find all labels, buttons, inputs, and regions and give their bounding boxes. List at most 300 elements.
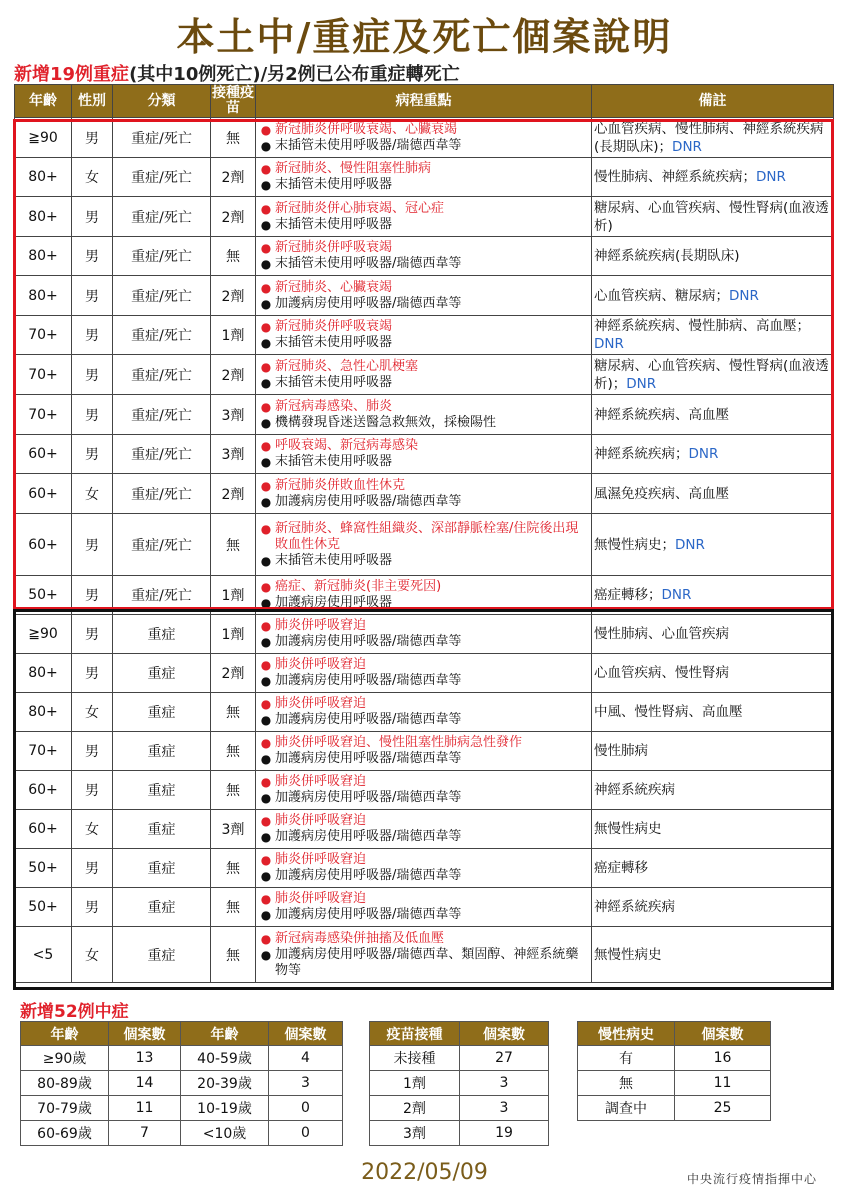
table-row <box>15 435 834 474</box>
course-treatment <box>257 138 590 154</box>
table-cell: 16 <box>675 1046 771 1071</box>
cell-age: 70+ <box>15 395 72 435</box>
table-cell: 7 <box>109 1121 181 1146</box>
cell-course <box>256 732 592 771</box>
cell-vaccine: 2劑 <box>211 474 256 514</box>
cell-sex: 男 <box>72 395 113 435</box>
notes-text: 中風、慢性腎病、高血壓 <box>594 704 743 720</box>
table-cell: 3 <box>460 1096 549 1121</box>
cell-category: 重症 <box>113 849 211 888</box>
dnr-label: DNR <box>661 587 692 603</box>
table-row <box>15 888 834 927</box>
bullet-icon: ● <box>260 359 272 374</box>
course-key-text: 新冠肺炎併呼吸衰竭 <box>275 240 393 255</box>
table-row <box>15 514 834 576</box>
cell-vaccine: 無 <box>211 237 256 276</box>
cell-age: 80+ <box>15 693 72 732</box>
course-key-text: 新冠肺炎、慢性阻塞性肺病 <box>275 161 432 176</box>
notes-text: 神經系統疾病、高血壓 <box>594 406 729 423</box>
table-row <box>15 395 834 435</box>
course-key-point <box>257 521 590 553</box>
header-chronic-history: 慢性病史 <box>578 1022 675 1046</box>
bullet-icon: ● <box>260 635 272 649</box>
cell-vaccine: 無 <box>211 693 256 732</box>
notes-text: 無慢性病史 <box>594 946 662 963</box>
cell-course <box>256 118 592 158</box>
table-cell: 80-89歲 <box>21 1071 109 1096</box>
table-row <box>15 355 834 395</box>
course-key-point <box>257 478 590 494</box>
course-key-text: 肺炎併呼吸窘迫 <box>275 813 367 828</box>
cell-course <box>256 197 592 237</box>
notes-text: 神經系統疾病(長期臥床) <box>594 248 740 264</box>
table-cell: 2劑 <box>370 1096 460 1121</box>
bullet-icon: ● <box>260 162 272 176</box>
table-cell: 20-39歲 <box>181 1071 269 1096</box>
cell-course <box>256 810 592 849</box>
course-key-point <box>257 161 590 177</box>
course-key-text: 肺炎併呼吸窘迫 <box>275 618 367 633</box>
course-treatment-text: 加護病房使用呼吸器/瑞德西韋等 <box>275 634 462 649</box>
cell-notes <box>592 158 834 197</box>
cell-sex: 男 <box>72 654 113 693</box>
bullet-icon: ● <box>260 138 272 153</box>
table-row <box>578 1071 771 1096</box>
cell-category: 重症/死亡 <box>113 158 211 197</box>
subtitle-rest: (其中10例死亡)/另2例已公布重症轉死亡 <box>129 64 460 85</box>
notes-text: 風濕免疫疾病、高血壓 <box>594 485 729 502</box>
cell-category: 重症 <box>113 771 211 810</box>
header-notes: 備註 <box>592 85 834 118</box>
bullet-icon: ● <box>260 521 272 536</box>
bullet-icon: ● <box>260 494 272 509</box>
cell-course <box>256 693 592 732</box>
table-row <box>21 1121 343 1146</box>
course-treatment <box>257 454 590 470</box>
header-category: 分類 <box>113 85 211 118</box>
cell-category: 重症/死亡 <box>113 395 211 435</box>
course-key-text: 肺炎併呼吸窘迫 <box>275 852 367 867</box>
bullet-icon: ● <box>260 257 272 271</box>
table-cell: 14 <box>109 1071 181 1096</box>
cell-sex: 女 <box>72 810 113 849</box>
table-row <box>21 1046 343 1071</box>
course-treatment <box>257 947 590 979</box>
table-cell: 調查中 <box>578 1096 675 1121</box>
cell-sex: 女 <box>72 693 113 732</box>
bullet-icon: ● <box>260 336 272 350</box>
table-cell: 25 <box>675 1096 771 1121</box>
cell-course <box>256 276 592 316</box>
notes-text: 心血管疾病、慢性腎病 <box>594 665 729 681</box>
cell-age: ≧90 <box>15 615 72 654</box>
course-key-point <box>257 891 590 907</box>
course-key-point <box>257 438 590 454</box>
cell-age: 60+ <box>15 771 72 810</box>
moderate-section-title: 新增52例中症 <box>20 1002 129 1022</box>
notes-text: 心血管疾病、糖尿病； <box>594 287 729 304</box>
bullet-icon: ● <box>260 658 272 672</box>
cell-category: 重症 <box>113 888 211 927</box>
cell-notes <box>592 927 834 983</box>
bullet-icon: ● <box>260 713 272 727</box>
table-cell: 3 <box>269 1071 343 1096</box>
table-cell: 3 <box>460 1071 549 1096</box>
cell-sex: 女 <box>72 474 113 514</box>
bullet-icon: ● <box>260 931 272 946</box>
moderate-vaccine-table <box>369 1021 549 1146</box>
course-treatment-text: 末插管未使用呼吸器/瑞德西韋等 <box>275 137 462 153</box>
course-treatment-text: 加護病房使用呼吸器/瑞德西韋等 <box>275 868 462 883</box>
cell-age: 80+ <box>15 197 72 237</box>
course-treatment-text: 加護病房使用呼吸器/瑞德西韋等 <box>275 673 462 688</box>
table-row <box>15 771 834 810</box>
cell-age: 80+ <box>15 158 72 197</box>
cell-category: 重症/死亡 <box>113 514 211 576</box>
cell-notes <box>592 474 834 514</box>
notes-text: 無慢性病史 <box>594 821 662 837</box>
course-key-text: 肺炎併呼吸窘迫、慢性阻塞性肺病急性發作 <box>275 735 523 750</box>
table-cell: 10-19歲 <box>181 1096 269 1121</box>
cell-sex: 男 <box>72 732 113 771</box>
cell-vaccine: 2劑 <box>211 158 256 197</box>
bullet-icon: ● <box>260 439 272 453</box>
bullet-icon: ● <box>260 296 272 311</box>
course-key-point <box>257 735 590 751</box>
table-header-row <box>21 1022 343 1046</box>
cell-course <box>256 474 592 514</box>
cell-course <box>256 514 592 576</box>
header-sex: 性別 <box>72 85 113 118</box>
bullet-icon: ● <box>260 415 272 430</box>
cell-category: 重症/死亡 <box>113 118 211 158</box>
cell-vaccine: 3劑 <box>211 395 256 435</box>
course-key-point <box>257 774 590 790</box>
course-key-text: 肺炎併呼吸窘迫 <box>275 696 367 711</box>
bullet-icon: ● <box>260 217 272 232</box>
notes-text: 癌症轉移 <box>594 860 648 876</box>
cell-vaccine: 無 <box>211 514 256 576</box>
table-row <box>15 576 834 615</box>
notes-text: 慢性肺病、神經系統疾病； <box>594 169 756 185</box>
cell-vaccine: 3劑 <box>211 435 256 474</box>
course-key-text: 肺炎併呼吸窘迫 <box>275 774 367 789</box>
cell-vaccine: 3劑 <box>211 810 256 849</box>
header-age-1: 年齡 <box>21 1022 109 1046</box>
cell-category: 重症/死亡 <box>113 276 211 316</box>
cell-notes <box>592 316 834 355</box>
table-cell: <10歲 <box>181 1121 269 1146</box>
header-chronic-count: 個案數 <box>675 1022 771 1046</box>
cell-vaccine: 1劑 <box>211 615 256 654</box>
cell-sex: 男 <box>72 514 113 576</box>
cell-vaccine: 1劑 <box>211 576 256 615</box>
course-treatment <box>257 634 590 650</box>
cell-sex: 男 <box>72 849 113 888</box>
table-header-row <box>15 85 834 118</box>
table-cell: 未接種 <box>370 1046 460 1071</box>
bullet-icon: ● <box>260 791 272 805</box>
dnr-label: DNR <box>626 375 657 392</box>
course-key-point <box>257 618 590 634</box>
cell-sex: 男 <box>72 197 113 237</box>
course-key-text: 新冠病毒感染併抽搐及低血壓 <box>275 930 445 946</box>
cell-notes <box>592 514 834 576</box>
notes-text: 神經系統疾病； <box>594 446 689 462</box>
bullet-icon: ● <box>260 830 272 844</box>
cell-sex: 男 <box>72 615 113 654</box>
dnr-label: DNR <box>729 287 759 304</box>
cell-sex: 男 <box>72 888 113 927</box>
cell-course <box>256 355 592 395</box>
course-key-point <box>257 240 590 256</box>
cell-sex: 男 <box>72 276 113 316</box>
moderate-age-table <box>20 1021 343 1146</box>
cell-category: 重症 <box>113 732 211 771</box>
cell-notes <box>592 197 834 237</box>
subtitle <box>14 60 460 86</box>
cell-category: 重症 <box>113 693 211 732</box>
course-treatment-text: 末插管未使用呼吸器 <box>275 335 393 350</box>
bullet-icon: ● <box>260 375 272 390</box>
course-treatment <box>257 375 590 391</box>
course-treatment-text: 加護病房使用呼吸器/瑞德西韋等 <box>275 712 462 727</box>
cell-age: 60+ <box>15 435 72 474</box>
table-row <box>15 316 834 355</box>
bullet-icon: ● <box>260 596 272 610</box>
cell-course <box>256 849 592 888</box>
course-treatment-text: 末插管未使用呼吸器 <box>275 552 393 568</box>
course-treatment <box>257 751 590 767</box>
cell-notes <box>592 732 834 771</box>
cell-age: 50+ <box>15 576 72 615</box>
course-key-text: 新冠病毒感染、肺炎 <box>275 398 393 414</box>
notes-text: 糖尿病、心血管疾病、慢性腎病(血液透析)； <box>594 357 829 392</box>
cell-age: 70+ <box>15 732 72 771</box>
table-row <box>370 1071 549 1096</box>
cell-age: 50+ <box>15 849 72 888</box>
header-vaccine: 接種疫苗 <box>212 85 254 116</box>
cell-age: 50+ <box>15 888 72 927</box>
table-cell: 11 <box>675 1071 771 1096</box>
table-row <box>15 810 834 849</box>
course-key-point <box>257 122 590 138</box>
course-key-point <box>257 359 590 375</box>
table-cell: 13 <box>109 1046 181 1071</box>
cell-category: 重症 <box>113 615 211 654</box>
table-row <box>15 615 834 654</box>
bullet-icon: ● <box>260 736 272 750</box>
bullet-icon: ● <box>260 122 272 137</box>
bullet-icon: ● <box>260 201 272 216</box>
course-treatment <box>257 494 590 510</box>
course-treatment-text: 加護病房使用呼吸器/瑞德西韋等 <box>275 907 462 922</box>
table-row <box>15 732 834 771</box>
course-treatment-text: 加護病房使用呼吸器/瑞德西韋等 <box>275 829 462 844</box>
table-row <box>15 197 834 237</box>
cell-course <box>256 158 592 197</box>
header-age-2: 年齡 <box>181 1022 269 1046</box>
course-treatment <box>257 256 590 272</box>
bullet-icon: ● <box>260 178 272 192</box>
table-cell: ≥90歲 <box>21 1046 109 1071</box>
cell-notes <box>592 435 834 474</box>
table-row <box>15 158 834 197</box>
table-row <box>21 1096 343 1121</box>
cell-notes <box>592 118 834 158</box>
table-cell: 11 <box>109 1096 181 1121</box>
cell-category: 重症/死亡 <box>113 237 211 276</box>
cell-notes <box>592 810 834 849</box>
table-cell: 1劑 <box>370 1071 460 1096</box>
cell-category: 重症/死亡 <box>113 576 211 615</box>
table-cell: 0 <box>269 1096 343 1121</box>
cell-age: 80+ <box>15 276 72 316</box>
bullet-icon: ● <box>260 853 272 867</box>
notes-text: 心血管疾病、慢性肺病、神經系統疾病(長期臥床)； <box>594 120 824 155</box>
cell-age: 60+ <box>15 514 72 576</box>
dnr-label: DNR <box>672 138 702 155</box>
notes-text: 慢性肺病、心血管疾病 <box>594 626 729 642</box>
cell-course <box>256 237 592 276</box>
cell-age: 60+ <box>15 474 72 514</box>
course-treatment <box>257 712 590 728</box>
cell-age: 80+ <box>15 654 72 693</box>
cell-sex: 男 <box>72 435 113 474</box>
cell-age: 60+ <box>15 810 72 849</box>
table-row <box>15 237 834 276</box>
notes-text: 無慢性病史； <box>594 536 675 553</box>
bullet-icon: ● <box>260 814 272 828</box>
course-treatment <box>257 296 590 312</box>
course-key-point <box>257 201 590 217</box>
cell-vaccine: 無 <box>211 732 256 771</box>
cell-sex: 男 <box>72 237 113 276</box>
notes-text: 癌症轉移； <box>594 587 662 603</box>
cell-notes <box>592 576 834 615</box>
cell-vaccine: 2劑 <box>211 654 256 693</box>
table-row <box>15 654 834 693</box>
table-row <box>15 849 834 888</box>
course-treatment-text: 末插管未使用呼吸器 <box>275 216 393 232</box>
cell-notes <box>592 355 834 395</box>
table-cell: 19 <box>460 1121 549 1146</box>
dnr-label: DNR <box>594 336 624 352</box>
header-count-1: 個案數 <box>109 1022 181 1046</box>
course-key-point <box>257 813 590 829</box>
table-header-row <box>578 1022 771 1046</box>
report-date: 2022/05/09 <box>361 1160 488 1185</box>
bullet-icon: ● <box>260 399 272 414</box>
cell-sex: 男 <box>72 576 113 615</box>
severe-cases-table <box>14 84 834 983</box>
bullet-icon: ● <box>260 455 272 469</box>
table-row <box>370 1096 549 1121</box>
course-treatment-text: 加護病房使用呼吸器/瑞德西韋等 <box>275 790 462 805</box>
cell-age: ≧90 <box>15 118 72 158</box>
table-row <box>15 474 834 514</box>
cell-sex: 男 <box>72 771 113 810</box>
bullet-icon: ● <box>260 241 272 255</box>
course-key-point <box>257 657 590 673</box>
table-cell: 27 <box>460 1046 549 1071</box>
table-cell: 有 <box>578 1046 675 1071</box>
bullet-icon: ● <box>260 478 272 493</box>
bullet-icon: ● <box>260 697 272 711</box>
course-treatment <box>257 415 590 431</box>
cell-course <box>256 927 592 983</box>
course-treatment <box>257 868 590 884</box>
course-key-text: 新冠肺炎、蜂窩性組織炎、深部靜脈栓塞/住院後出現敗血性休克 <box>275 520 579 552</box>
cell-sex: 男 <box>72 355 113 395</box>
cell-notes <box>592 888 834 927</box>
dnr-label: DNR <box>756 169 786 185</box>
header-vaccine-status: 疫苗接種 <box>370 1022 460 1046</box>
cell-notes <box>592 395 834 435</box>
cell-course <box>256 576 592 615</box>
course-treatment-text: 加護病房使用呼吸器/瑞德西韋等 <box>275 493 462 509</box>
table-cell: 60-69歲 <box>21 1121 109 1146</box>
header-vaccine-count: 個案數 <box>460 1022 549 1046</box>
cell-category: 重症/死亡 <box>113 355 211 395</box>
course-treatment <box>257 335 590 351</box>
course-treatment-text: 加護病房使用呼吸器 <box>275 595 393 610</box>
cell-vaccine: 1劑 <box>211 316 256 355</box>
cell-sex: 男 <box>72 316 113 355</box>
cell-age: <5 <box>15 927 72 983</box>
cell-course <box>256 316 592 355</box>
bullet-icon: ● <box>260 674 272 688</box>
table-row <box>21 1071 343 1096</box>
course-treatment <box>257 673 590 689</box>
bullet-icon: ● <box>260 775 272 789</box>
cell-vaccine: 無 <box>211 771 256 810</box>
bullet-icon: ● <box>260 947 272 962</box>
course-treatment-text: 末插管未使用呼吸器/瑞德西韋等 <box>275 256 462 271</box>
cell-course <box>256 435 592 474</box>
cell-sex: 男 <box>72 118 113 158</box>
header-age: 年齡 <box>15 85 72 118</box>
course-treatment <box>257 553 590 569</box>
cell-sex: 女 <box>72 158 113 197</box>
table-row <box>15 276 834 316</box>
cell-notes <box>592 615 834 654</box>
cell-category: 重症/死亡 <box>113 435 211 474</box>
cell-vaccine: 無 <box>211 118 256 158</box>
course-key-text: 新冠肺炎併敗血性休克 <box>275 477 406 493</box>
cell-category: 重症 <box>113 654 211 693</box>
table-row <box>370 1121 549 1146</box>
cell-notes <box>592 849 834 888</box>
page-title: 本土中/重症及死亡個案說明 <box>176 15 673 59</box>
course-treatment-text: 機構發現昏迷送醫急救無效，採檢陽性 <box>275 414 497 430</box>
cell-vaccine: 2劑 <box>211 197 256 237</box>
course-key-point <box>257 399 590 415</box>
cell-category: 重症 <box>113 810 211 849</box>
course-treatment <box>257 177 590 193</box>
dnr-label: DNR <box>688 446 719 462</box>
notes-text: 糖尿病、心血管疾病、慢性腎病(血液透析) <box>594 199 829 234</box>
table-header-row <box>370 1022 549 1046</box>
cell-course <box>256 888 592 927</box>
table-row <box>15 118 834 158</box>
bullet-icon: ● <box>260 320 272 334</box>
table-cell: 0 <box>269 1121 343 1146</box>
notes-text: 神經系統疾病 <box>594 782 675 798</box>
bullet-icon: ● <box>260 908 272 922</box>
bullet-icon: ● <box>260 280 272 295</box>
course-treatment <box>257 595 590 611</box>
